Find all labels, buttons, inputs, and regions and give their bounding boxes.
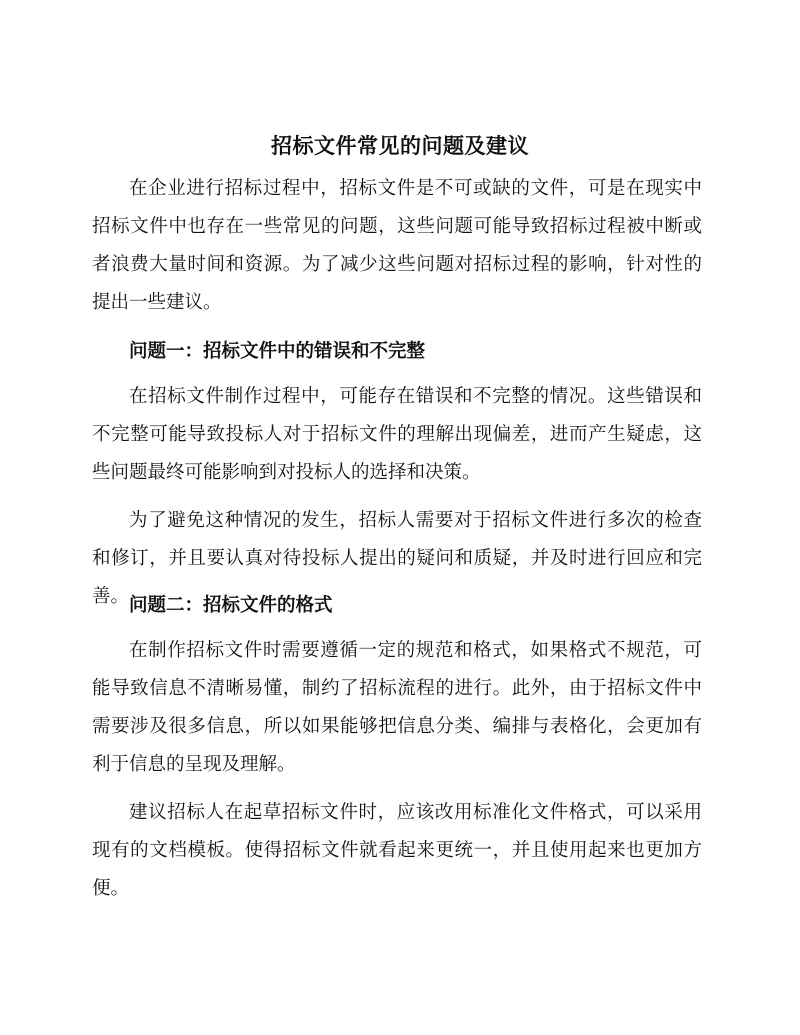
section-1-paragraph-1: 在招标文件制作过程中，可能存在错误和不完整的情况。这些错误和不完整可能导致投标人对于招标文件的理解出现偏差，进而产生疑虑，这些问题最终可能影响到对投标人的选择和决策。 <box>92 386 702 483</box>
section-heading-2: 问题二：招标文件的格式 <box>129 595 333 616</box>
section-heading-1: 问题一：招标文件中的错误和不完整 <box>129 341 426 362</box>
intro-paragraph: 在企业进行招标过程中，招标文件是不可或缺的文件，可是在现实中招标文件中也存在一些常见的问题，这些问题可能导致招标过程被中断或者浪费大量时间和资源。为了减少这些问题对招标过程的影响，针对性的提出一些建议。 <box>92 178 702 313</box>
document-title: 招标文件常见的问题及建议 <box>271 134 529 158</box>
section-2-paragraph-1: 在制作招标文件时需要遵循一定的规范和格式，如果格式不规范，可能导致信息不清晰易懂，制约了招标流程的进行。此外，由于招标文件中需要涉及很多信息，所以如果能够把信息分类、编排与表格化，会更加有利于信息的呈现及理解。 <box>92 640 702 775</box>
section-2-paragraph-2: 建议招标人在起草招标文件时，应该改用标准化文件格式，可以采用现有的文档模板。使得招标文件就看起来更统一，并且使用起来也更加方便。 <box>92 802 702 899</box>
section-1-paragraph-2: 为了避免这种情况的发生，招标人需要对于招标文件进行多次的检查和修订，并且要认真对待投标人提出的疑问和质疑，并及时进行回应和完善。 <box>92 510 702 607</box>
